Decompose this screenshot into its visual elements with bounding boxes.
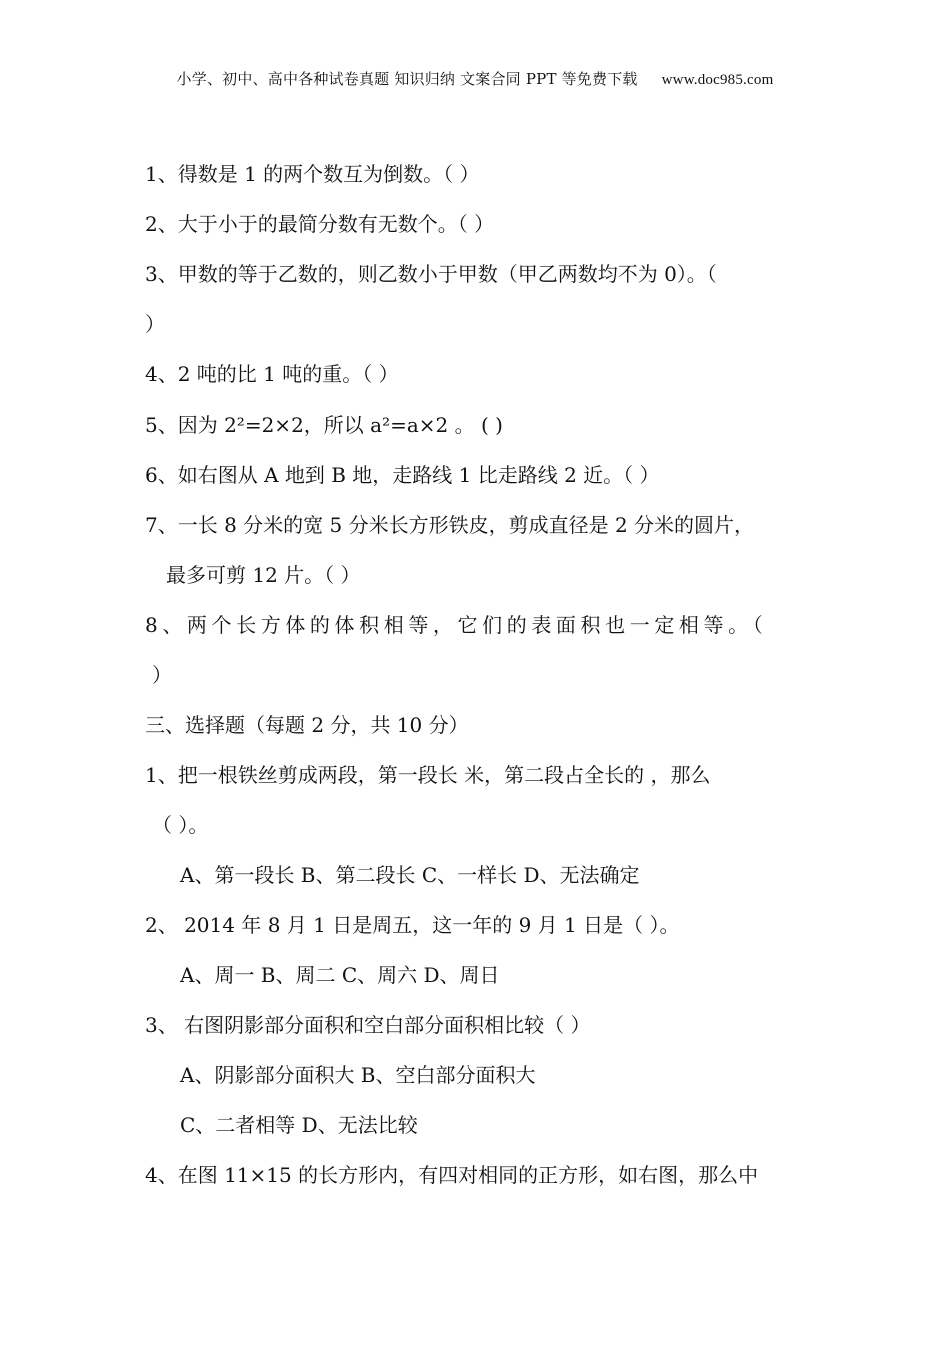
judge-q8: 8、两个长方体的体积相等，它们的表面积也一定相等。（ — [145, 613, 768, 637]
choice-q3: 3、 右图阴影部分面积和空白部分面积相比较（ ） — [145, 1013, 591, 1037]
choice-q2-options: A、周一 B、周二 C、周六 D、周日 — [180, 963, 500, 987]
choice-q1-options: A、第一段长 B、第二段长 C、一样长 D、无法确定 — [180, 863, 640, 887]
judge-q7-cont: 最多可剪 12 片。（ ） — [166, 563, 361, 587]
judge-q3-cont: ） — [145, 312, 165, 336]
judge-q8-cont: ） — [152, 663, 172, 687]
choice-q1-cont: （ ）。 — [152, 813, 209, 837]
choice-q3-options-a: A、阴影部分面积大 B、空白部分面积大 — [180, 1063, 536, 1087]
judge-q3: 3、甲数的等于乙数的，则乙数小于甲数（甲乙两数均不为 0）。（ — [145, 262, 717, 286]
header-site: www.doc985.com — [661, 72, 774, 88]
choice-q3-options-b: C、二者相等 D、无法比较 — [180, 1113, 418, 1137]
section-title: 三、选择题（每题 2 分，共 10 分） — [145, 713, 469, 737]
judge-q5: 5、因为 2²=2×2，所以 a²=a×2 。 ( ) — [145, 413, 503, 437]
page-header — [0, 68, 950, 89]
judge-q4: 4、2 吨的比 1 吨的重。（ ） — [145, 362, 399, 386]
header-text: 小学、初中、高中各种试卷真题 知识归纳 文案合同 PPT 等免费下载 — [176, 70, 638, 88]
judge-q1: 1、得数是 1 的两个数互为倒数。（ ） — [145, 162, 480, 186]
choice-q2: 2、 2014 年 8 月 1 日是周五，这一年的 9 月 1 日是（ ）。 — [145, 913, 680, 937]
judge-q7: 7、一长 8 分米的宽 5 分米长方形铁皮，剪成直径是 2 分米的圆片， — [145, 513, 755, 537]
choice-q4: 4、在图 11×15 的长方形内，有四对相同的正方形，如右图，那么中 — [145, 1163, 759, 1187]
judge-q2: 2、大于小于的最简分数有无数个。（ ） — [145, 212, 495, 236]
judge-q6: 6、如右图从 A 地到 B 地，走路线 1 比走路线 2 近。（ ） — [145, 463, 660, 487]
choice-q1: 1、把一根铁丝剪成两段，第一段长 米，第二段占全长的 ，那么 — [145, 763, 711, 787]
